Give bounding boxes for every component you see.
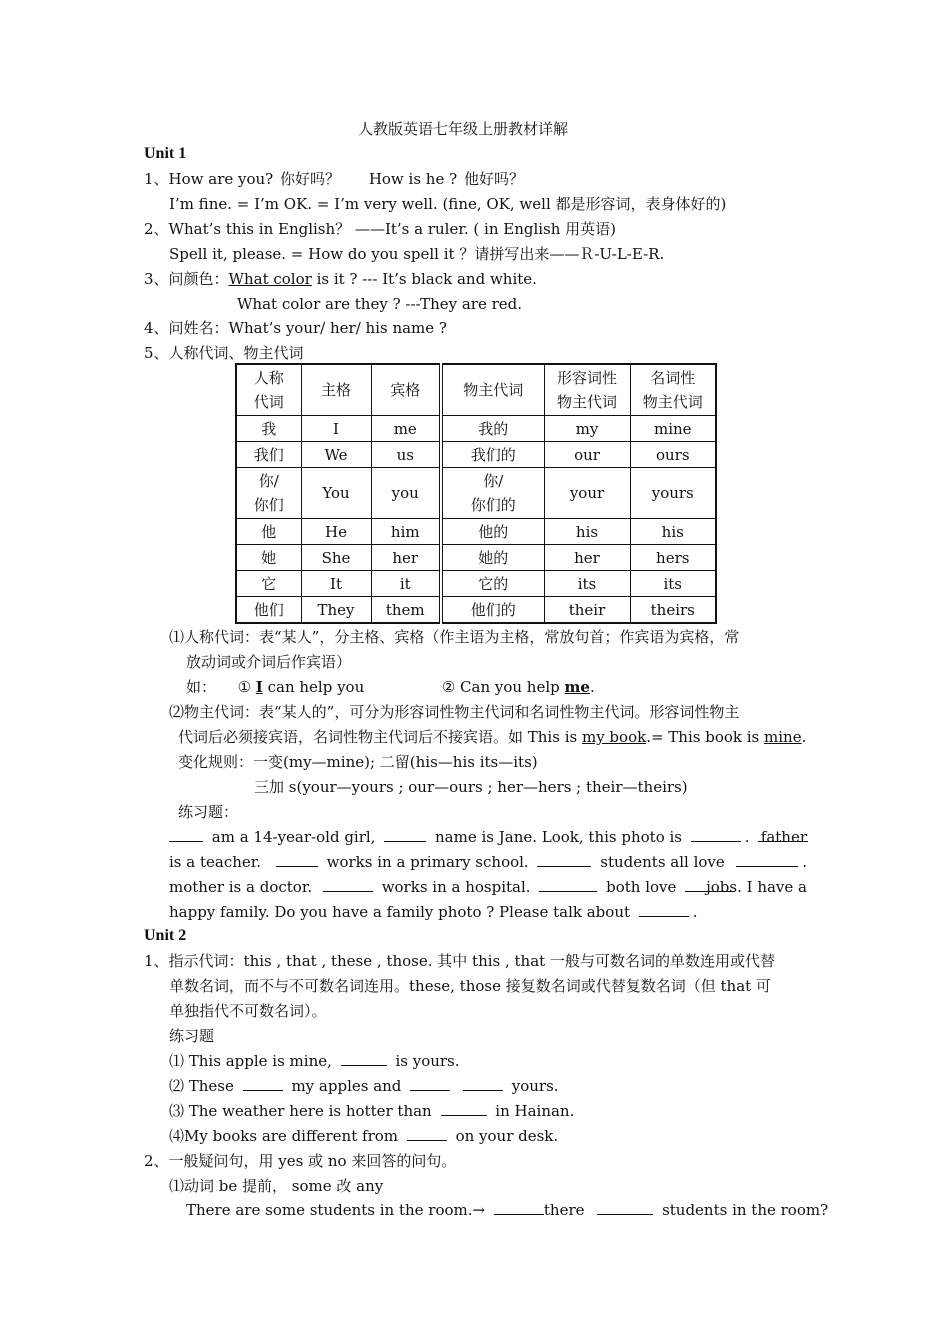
unit2-q1: [169, 1051, 460, 1071]
table-cell: 她的: [441, 545, 544, 571]
unit2-q4: [169, 1126, 558, 1146]
table-header-row: [236, 364, 716, 416]
table-header-cell: 名词性 物主代词: [630, 364, 716, 416]
table-cell: 它: [236, 571, 301, 597]
text: happy family. Do you have a family photo ? Please talk about: [169, 903, 631, 921]
text: can help you: [262, 678, 365, 696]
answer-blank[interactable]: [639, 902, 689, 917]
text: name is Jane. Look, this photo is: [435, 828, 682, 846]
table-row: [236, 597, 716, 624]
answer-blank[interactable]: [276, 852, 318, 867]
text: there: [543, 1201, 585, 1219]
table-cell: his: [544, 519, 630, 545]
table-row: [236, 442, 716, 468]
note2-line1: ⑵物主代词：表“某人的”，可分为形容词性物主代词和名词性物主代词。形容词性物主: [169, 703, 740, 721]
table-cell: We: [301, 442, 371, 468]
answer-blank[interactable]: [323, 877, 373, 892]
text: jobs. I have a: [706, 878, 807, 896]
text: 代词后必须接宾语，名词性物主代词后不接宾语。如 This is: [178, 728, 582, 746]
table-cell: 我的: [441, 416, 544, 442]
text: is it ? --- It’s black and white.: [311, 270, 537, 288]
text: students in the room?: [662, 1201, 829, 1219]
text: is a teacher.: [169, 853, 262, 871]
table-cell: them: [371, 597, 441, 624]
text: .: [589, 678, 595, 696]
table-row: [236, 571, 716, 597]
unit1-item1-answer: I’m fine. = I’m OK. = I’m very well. (fine, OK, well 都是形容词，表身体好的): [169, 195, 727, 213]
underlined-text: mine: [764, 728, 802, 746]
table-cell: her: [544, 545, 630, 571]
text: yours.: [511, 1077, 559, 1095]
text: students all love: [600, 853, 725, 871]
table-header-cell: 人称 代词: [236, 364, 301, 416]
table-cell: 我: [236, 416, 301, 442]
table-cell: yours: [630, 468, 716, 519]
table-cell: 他: [236, 519, 301, 545]
table-cell: ours: [630, 442, 716, 468]
text: There are some students in the room.→: [186, 1201, 486, 1219]
note2-line4: 三加 s(your—yours ; our—ours ; her—hers ; their—theirs): [254, 778, 688, 796]
table-cell: 我们的: [441, 442, 544, 468]
answer-blank[interactable]: [341, 1051, 387, 1066]
unit2-item1-line3: 单独指代不可数名词）。: [169, 1002, 327, 1020]
note2-line3: 变化规则：一变(my—mine); 二留(his—his its—its): [178, 753, 538, 771]
table-cell: She: [301, 545, 371, 571]
text: my apples and: [291, 1077, 402, 1095]
text: ② Can you help: [441, 678, 565, 696]
table-cell: 我们: [236, 442, 301, 468]
table-cell: his: [630, 519, 716, 545]
table-cell: us: [371, 442, 441, 468]
text: 3、问颜色：: [144, 270, 229, 288]
text: ⑷My books are different from: [169, 1127, 398, 1145]
table-cell: him: [371, 519, 441, 545]
table-cell: He: [301, 519, 371, 545]
unit1-item1: [144, 169, 524, 189]
text: How is he ?: [368, 170, 458, 188]
table-cell: theirs: [630, 597, 716, 624]
unit1-item2: 2、What’s this in English？ ——It’s a ruler. ( in English 用英语): [144, 220, 617, 238]
table-cell: hers: [630, 545, 716, 571]
text: .: [801, 728, 807, 746]
table-cell: 他们: [236, 597, 301, 624]
answer-blank[interactable]: [243, 1076, 283, 1091]
underlined-text: What color: [228, 270, 312, 288]
answer-blank[interactable]: [539, 877, 597, 892]
table-cell: You: [301, 468, 371, 519]
unit2-q3: [169, 1101, 574, 1121]
answer-blank[interactable]: [736, 852, 798, 867]
underlined-text: my book: [581, 728, 647, 746]
text: on your desk.: [455, 1127, 559, 1145]
unit2-item2-rule: ⑴动词 be 提前， some 改 any: [169, 1177, 384, 1195]
table-cell: my: [544, 416, 630, 442]
table-cell: It: [301, 571, 371, 597]
text: works in a hospital.: [381, 878, 531, 896]
practice-line4: [169, 902, 698, 922]
table-row: [236, 468, 716, 519]
answer-blank[interactable]: [597, 1200, 653, 1215]
answer-blank[interactable]: [384, 827, 426, 842]
text: .: [692, 903, 698, 921]
text: .: [744, 828, 750, 846]
table-cell: 你/ 你们: [236, 468, 301, 519]
table-row: [236, 519, 716, 545]
text: .: [802, 853, 807, 871]
example-line: [186, 677, 595, 697]
unit1-item3-b: What color are they ? ---They are red.: [237, 295, 523, 313]
unit2-heading: Unit 2: [144, 927, 187, 944]
table-header-cell: 主格: [301, 364, 371, 416]
text: ⑴ This apple is mine,: [169, 1052, 332, 1070]
table-cell: 她: [236, 545, 301, 571]
table-cell: their: [544, 597, 630, 624]
text: in Hainan.: [495, 1102, 575, 1120]
table-cell: its: [544, 571, 630, 597]
text: both love: [606, 878, 677, 896]
unit2-item2-example: [186, 1200, 828, 1220]
table-cell: you: [371, 468, 441, 519]
text: ①: [237, 678, 256, 696]
table-row: [236, 545, 716, 571]
text: is yours.: [395, 1052, 460, 1070]
practice-label: 练习题：: [178, 803, 239, 821]
answer-blank[interactable]: [441, 1101, 487, 1116]
unit1-item4: 4、问姓名：What’s your/ her/ his name ?: [144, 319, 447, 337]
table-cell: your: [544, 468, 630, 519]
page-title: 人教版英语七年级上册教材详解: [358, 120, 569, 138]
table-cell: its: [630, 571, 716, 597]
unit1-heading: Unit 1: [144, 145, 187, 162]
practice-line1: [169, 827, 807, 847]
table-cell: 他们的: [441, 597, 544, 624]
table-cell: mine: [630, 416, 716, 442]
table-cell: me: [371, 416, 441, 442]
note1-line2: 放动词或介词后作宾语）: [186, 653, 352, 671]
table-cell: 你/ 你们的: [441, 468, 544, 519]
answer-blank[interactable]: [169, 827, 203, 842]
answer-blank[interactable]: [494, 1200, 544, 1215]
text: 你好吗？: [280, 170, 341, 188]
text: mother is a doctor.: [169, 878, 313, 896]
table-cell: it: [371, 571, 441, 597]
table-cell: our: [544, 442, 630, 468]
answer-blank[interactable]: [463, 1076, 503, 1091]
table-cell: 他的: [441, 519, 544, 545]
unit2-q2: [169, 1076, 559, 1096]
text: works in a primary school.: [326, 853, 529, 871]
answer-blank[interactable]: [410, 1076, 450, 1091]
answer-blank[interactable]: [537, 852, 591, 867]
text: ⑵ These: [169, 1077, 234, 1095]
table-header-cell: 形容词性 物主代词: [544, 364, 630, 416]
text: am a 14-year-old girl,: [211, 828, 376, 846]
text: father: [760, 828, 807, 846]
underlined-text: me: [564, 678, 590, 696]
practice-line2: [169, 852, 807, 872]
unit1-item2-spell: Spell it, please. = How do you spell it ？请拼写出来——Ｒ-U-L-E-R.: [169, 245, 665, 263]
text: .= This book is: [646, 728, 765, 746]
answer-blank[interactable]: [691, 827, 741, 842]
answer-blank[interactable]: [407, 1126, 447, 1141]
unit2-item1-line1: 1、指示代词：this , that , these , those. 其中 this , that 一般与可数名词的单数连用或代替: [144, 952, 775, 970]
text: 如：: [186, 678, 217, 696]
underlined-text: I: [255, 678, 263, 696]
table-cell: 它的: [441, 571, 544, 597]
practice-line3: [169, 877, 807, 897]
unit1-item5: 5、人称代词、物主代词: [144, 344, 304, 362]
unit2-item1-line2: 单数名词，而不与不可数名词连用。these, those 接复数名词或代替复数名词（但 that 可: [169, 977, 771, 995]
table-cell: I: [301, 416, 371, 442]
unit1-item3: [144, 269, 537, 289]
unit2-item2: 2、一般疑问句，用 yes 或 no 来回答的问句。: [144, 1152, 457, 1170]
text: 1、How are you?: [144, 170, 274, 188]
text: 他好吗？: [463, 170, 524, 188]
note2-line2: [178, 727, 806, 747]
table-cell: They: [301, 597, 371, 624]
note1-line1: ⑴人称代词：表“某人”，分主格、宾格（作主语为主格，常放句首；作宾语为宾格，常: [169, 628, 740, 646]
table-header-cell: 宾格: [371, 364, 441, 416]
text: ⑶ The weather here is hotter than: [169, 1102, 432, 1120]
pronoun-table: [235, 363, 717, 624]
table-header-cell: 物主代词: [441, 364, 544, 416]
table-cell: her: [371, 545, 441, 571]
table-row: [236, 416, 716, 442]
unit2-practice-label: 练习题: [169, 1027, 215, 1045]
